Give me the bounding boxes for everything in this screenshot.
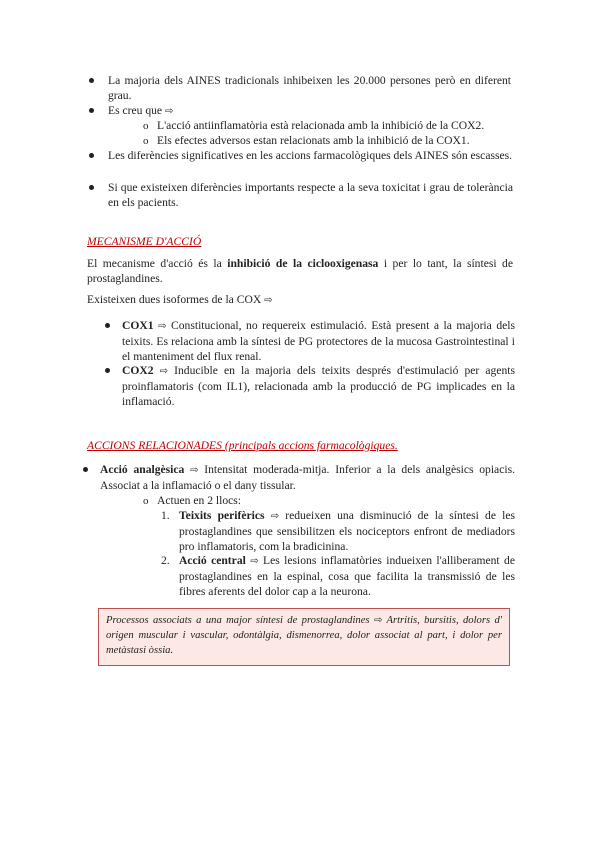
list-item: La majoria dels AINES tradicionals inhibeixen les 20.000 persones però en diferent grau. [108,74,511,102]
list-item [108,103,511,119]
item-number: 1. [161,509,170,522]
bullet-dot [82,464,90,472]
arrow-right-icon: ⇨ [158,321,167,332]
mecanisme-text-2: i per lo tant, la síntesi de prostaglandines. [87,257,514,285]
arrow-right-icon: ⇨ [264,295,273,306]
isoformes-paragraph [87,292,513,308]
item-number: 2. [161,554,170,567]
section-heading-mecanisme: MECANISME D'ACCIÓ [87,235,202,248]
bullet-dot [88,150,96,158]
isoformes-text: Existeixen dues isoformes de la COX [87,293,262,306]
bullet-dot [104,365,112,373]
arrow-right-icon: ⇨ [373,615,383,626]
note-text-2: Artritis, bursitis, dolors d' origen muscular i vascular, odontàlgia, dismenorrea, dolor associat al part, i dolor per metàstasi òssia. [106,615,503,656]
section-heading-accions: ACCIONS RELACIONADES (principals accions farmacològiques. [87,439,398,452]
central-item [179,553,515,599]
arrow-right-icon: ⇨ [159,366,169,377]
analgesica-item [100,462,515,493]
list-item: Si que existeixen diferències importants respecte a la seva toxicitat i grau de tolerància en els pacients. [108,181,513,209]
sub-list-item: Els efectes adversos estan relacionats amb la inhibició de la COX1. [157,134,470,147]
sub-bullet-icon: o [143,135,149,147]
perifèrics-text: redueixen una disminució de la síntesi de les prostaglandines que sensibilitzen els nociceptors enfront de mediadors pro inflamatoris, com la bradicinina. [179,509,515,553]
arrow-right-icon: ⇨ [250,556,259,567]
mecanisme-paragraph [87,256,513,286]
cox1-label: COX1 [122,319,154,332]
arrow-right-icon: ⇨ [190,465,199,476]
cox2-label: COX2 [122,364,154,377]
central-label: Acció central [179,554,246,567]
perifèrics-label: Teixits perifèrics [179,509,265,522]
sub-list-item: L'acció antiinflamatòria està relacionada amb la inhibició de la COX2. [157,119,485,132]
analgesica-label: Acció analgèsica [100,463,185,476]
mecanisme-text: El mecanisme d'acció és la [87,257,228,270]
actuen-text: Actuen en 2 llocs: [157,494,242,507]
cox1-text: Constitucional, no requereix estimulació. Està present a la majoria dels teixits. Es relaciona amb la síntesi de PG protectores de la mucosa Gastrointestinal i el manteniment del flux renal. [122,319,515,363]
cox2-text: Inducible en la majoria dels teixits després d'estimulació per agents proinflamatoris (com IL1), relacionada amb la producció de PG implicades en la inflamació. [122,364,515,408]
note-text: Processos associats a una major síntesi de prostaglandines [106,615,370,626]
bullet-dot [88,182,96,190]
perifèrics-item [179,508,515,554]
sub-bullet-icon: o [143,120,149,132]
mecanisme-bold: inhibició de la ciclooxigenasa [227,257,379,270]
arrow-right-icon: ⇨ [165,106,174,117]
sub-bullet-icon: o [143,495,149,507]
cox2-item [122,363,515,409]
bullet-dot [88,75,96,83]
central-text: Les lesions inflamatòries indueixen l'alliberament de prostaglandines en la espinal, cosa que facilita la transmissió de les fibres aferents del dolor cap a la neurona. [179,554,515,598]
list-item-text: Es creu que [108,104,163,117]
note-box [98,608,510,666]
arrow-right-icon: ⇨ [270,511,280,522]
list-item: Les diferències significatives en les accions farmacològiques dels AINES són escasses. [108,149,513,162]
cox1-item [122,318,515,364]
analgesica-text: Intensitat moderada-mitja. Inferior a la dels analgèsics opiacis. Associat a la inflamació o el dany tissular. [100,463,515,492]
bullet-dot [88,105,96,113]
bullet-dot [104,320,112,328]
